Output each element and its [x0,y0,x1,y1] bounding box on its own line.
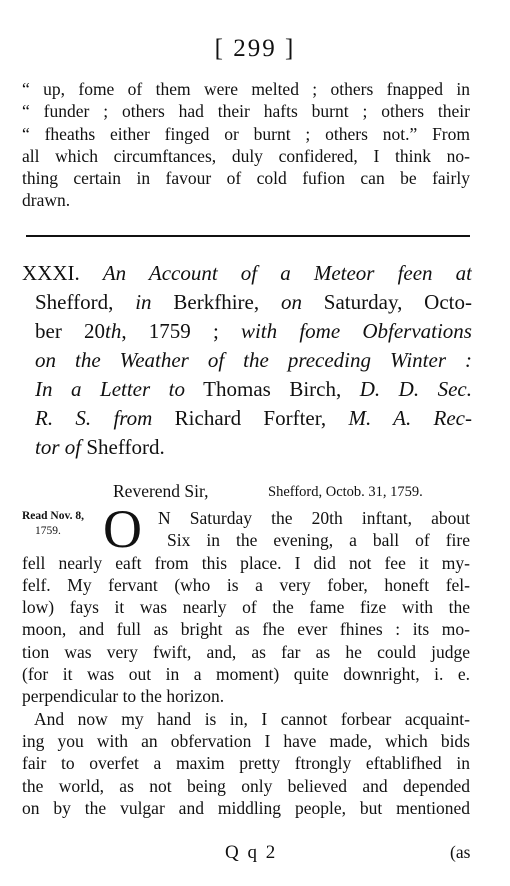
title-line [35,288,472,317]
title-roman: XXXI. [22,261,103,285]
text-line: the world, as not being only believed and depended [22,775,470,796]
text-line: “ funder ; others had their hafts burnt ; others their [22,101,470,122]
text-line: “ fheaths either finged or burnt ; others not.” From [22,123,470,144]
text-line: thing certain in favour of cold fufion can be fairly [22,168,470,189]
title-italic: In a Letter to [35,377,186,401]
title-roman: Berkfhire, [151,290,281,314]
text-line: Six in the evening, a ball of fire [167,530,470,551]
title-line [35,317,472,346]
text-line: fell nearly eaft from this place. I did not fee it my- [22,552,470,573]
title-roman: , 1759 ; [121,319,241,343]
text-line: low) fays it was nearly of the fame fize with the [22,597,470,618]
title-italic: th [105,319,122,343]
text-line: And now my hand is in, I cannot forbear acquaint- [34,708,470,729]
title-line [35,433,472,462]
article-title [22,259,472,462]
text-line: fair to overfet a maxim pretty ftrongly eftablifhed in [22,753,470,774]
title-line [35,346,472,375]
title-roman: Saturday, Octo- [301,290,472,314]
text-line: ing you with an obfervation I have made, which bids [22,730,470,751]
title-italic: D. D. Sec. [359,377,472,401]
title-italic: An Account of a Meteor feen at [102,261,472,285]
title-italic: R. S. from [35,406,153,430]
signature-mark: Q q 2 [225,842,278,863]
title-line [22,259,472,288]
text-line: on by the vulgar and middling people, but mentioned [22,797,470,818]
title-roman: Richard Forfter, [152,406,349,430]
title-line [35,375,472,404]
title-roman: Shefford, [35,290,136,314]
text-line: (for it was out in a moment) quite downright, i. e. [22,664,470,685]
text-line: moon, and full as bright as fhe ever fhines : its mo- [22,619,470,640]
drop-cap: O [103,499,142,559]
text-line: tion was very fwift, and, as far as he could judge [22,641,470,662]
title-italic: on the Weather of the preceding Winter : [35,348,472,372]
catchword: (as [450,842,471,862]
title-italic: tor of [35,435,82,459]
text-line: drawn. [22,190,71,211]
section-divider [26,235,470,237]
title-italic: M. A. Rec- [348,406,472,430]
dateline: Shefford, Octob. 31, 1759. [268,484,423,500]
text-line: N Saturday the 20th inftant, about [158,508,470,528]
previous-article-text [22,78,470,212]
title-italic: on [280,290,302,314]
title-line [35,404,472,433]
margin-note-read: Read Nov. 8, [22,510,84,522]
title-italic: with fome Obfervations [240,319,472,343]
text-line: perpendicular to the horizon. [22,686,225,707]
title-italic: in [135,290,152,314]
title-roman: Shefford. [81,435,165,459]
text-line: all which circumftances, duly confidered, I think no- [22,145,470,166]
margin-note-year: 1759. [35,525,61,537]
letter-body [22,507,470,819]
salutation: Reverend Sir, [113,481,209,501]
text-line: felf. My fervant (who is a very fober, honeft fel- [22,574,470,595]
text-line: “ up, fome of them were melted ; others fnapped in [22,79,470,99]
title-roman: ber 20 [35,319,105,343]
page-number: [ 299 ] [214,35,296,62]
title-roman: Thomas Birch, [185,377,360,401]
